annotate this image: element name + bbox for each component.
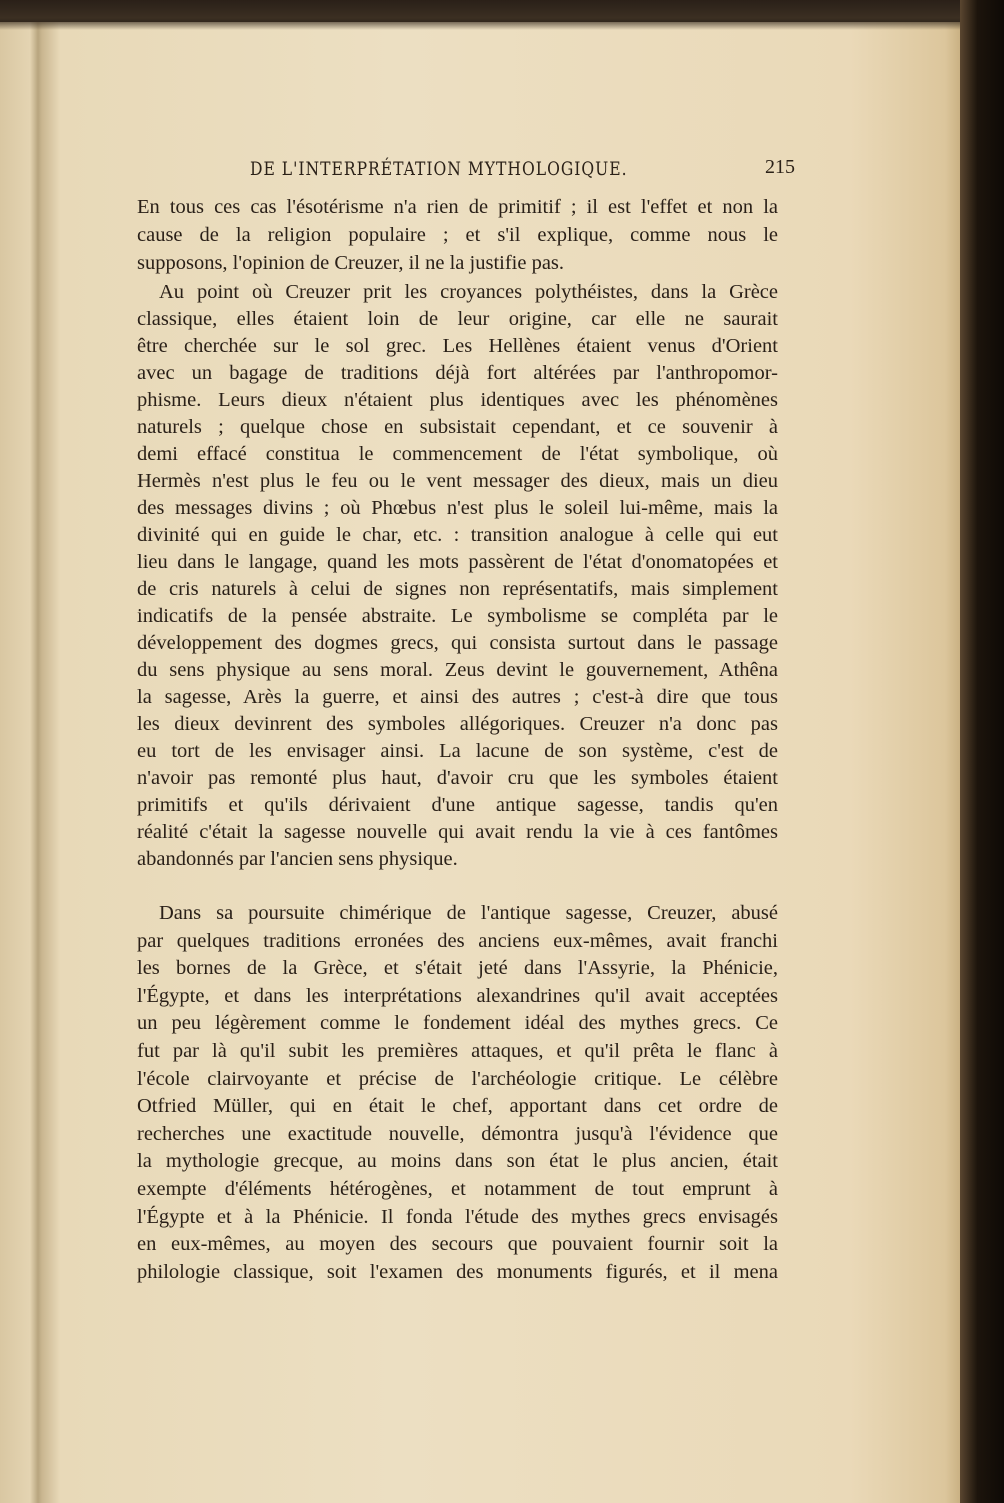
text-line: de cris naturels à celui de signes non représentatifs, mais simplement xyxy=(137,578,778,600)
text-line: exempte d'éléments hétérogènes, et notamment de tout emprunt à xyxy=(137,1178,778,1200)
text-line: philologie classique, soit l'examen des monuments figurés, et il mena xyxy=(137,1260,778,1283)
text-line: l'Égypte et à la Phénicie. Il fonda l'étude des mythes grecs envisagés xyxy=(137,1205,778,1228)
text-line: divinité qui en guide le char, etc. : transition analogue à celle qui eut xyxy=(137,524,778,546)
text-line: des messages divins ; où Phœbus n'est plus le soleil lui-même, mais la xyxy=(137,497,778,519)
text-line: la mythologie grecque, au moins dans son état le plus ancien, était xyxy=(137,1150,778,1173)
text-line: être cherchée sur le sol grec. Les Hellènes étaient venus d'Orient xyxy=(137,335,778,357)
text-line: Dans sa poursuite chimérique de l'antique sagesse, Creuzer, abusé xyxy=(159,902,778,924)
text-line: l'Égypte, et dans les interprétations alexandrines qu'il avait acceptées xyxy=(137,984,778,1007)
text-line: phisme. Leurs dieux n'étaient plus identiques avec les phénomènes xyxy=(137,389,778,411)
text-line: cause de la religion populaire ; et s'il explique, comme nous le xyxy=(137,224,778,246)
text-line: supposons, l'opinion de Creuzer, il ne la justifie pas. xyxy=(137,252,565,274)
text-line: Hermès n'est plus le feu ou le vent messager des dieux, mais un dieu xyxy=(137,470,778,492)
text-line: en eux-mêmes, au moyen des secours que pouvaient fournir soit la xyxy=(137,1233,778,1256)
text-line: demi effacé constitua le commencement de l'état symbolique, où xyxy=(137,443,778,465)
text-line: Otfried Müller, qui en était le chef, apportant dans cet ordre de xyxy=(137,1095,778,1118)
text-line: avec un bagage de traditions déjà fort altérées par l'anthropomor- xyxy=(137,362,778,384)
text-line: abandonnés par l'ancien sens physique. xyxy=(137,848,458,870)
page-number: 215 xyxy=(765,156,795,178)
text-line: l'école clairvoyante et précise de l'archéologie critique. Le célèbre xyxy=(137,1067,778,1090)
text-line: les bornes de la Grèce, et s'était jeté dans l'Assyrie, la Phénicie, xyxy=(137,957,778,980)
text-line: naturels ; quelque chose en subsistait cependant, et ce souvenir à xyxy=(137,416,778,438)
text-line: indicatifs de la pensée abstraite. Le symbolisme se compléta par le xyxy=(137,605,778,627)
text-line: recherches une exactitude nouvelle, démontra jusqu'à l'évidence que xyxy=(137,1122,778,1145)
running-header xyxy=(250,156,795,186)
text-line: réalité c'était la sagesse nouvelle qui avait rendu la vie à ces fantômes xyxy=(137,821,778,843)
text-line: la sagesse, Arès la guerre, et ainsi des autres ; c'est-à dire que tous xyxy=(137,686,778,708)
text-line: développement des dogmes grecs, qui consista surtout dans le passage xyxy=(137,632,778,654)
text-line: un peu légèrement comme le fondement idéal des mythes grecs. Ce xyxy=(137,1012,778,1035)
text-line: lieu dans le langage, quand les mots passèrent de l'état d'onomatopées et xyxy=(137,551,778,573)
scan-right-edge xyxy=(960,0,1004,1503)
text-line: fut par là qu'il subit les premières attaques, et qu'il prêta le flanc à xyxy=(137,1040,778,1062)
text-line: En tous ces cas l'ésotérisme n'a rien de primitif ; il est l'effet et non la xyxy=(137,196,778,218)
text-line: primitifs et qu'ils dérivaient d'une antique sagesse, tandis qu'en xyxy=(137,794,778,816)
text-line: eu tort de les envisager ainsi. La lacune de son système, c'est de xyxy=(137,740,778,762)
text-line: du sens physique au sens moral. Zeus devint le gouvernement, Athêna xyxy=(137,659,778,681)
text-line: classique, elles étaient loin de leur origine, car elle ne saurait xyxy=(137,308,778,330)
scan-top-edge xyxy=(0,0,1004,30)
text-line: n'avoir pas remonté plus haut, d'avoir cru que les symboles étaient xyxy=(137,767,778,789)
text-line: les dieux devinrent des symboles allégoriques. Creuzer n'a donc pas xyxy=(137,713,778,735)
running-title: DE L'INTERPRÉTATION MYTHOLOGIQUE. xyxy=(250,158,628,180)
text-line: Au point où Creuzer prit les croyances polythéistes, dans la Grèce xyxy=(159,281,778,303)
text-line: par quelques traditions erronées des anciens eux-mêmes, avait franchi xyxy=(137,929,778,952)
